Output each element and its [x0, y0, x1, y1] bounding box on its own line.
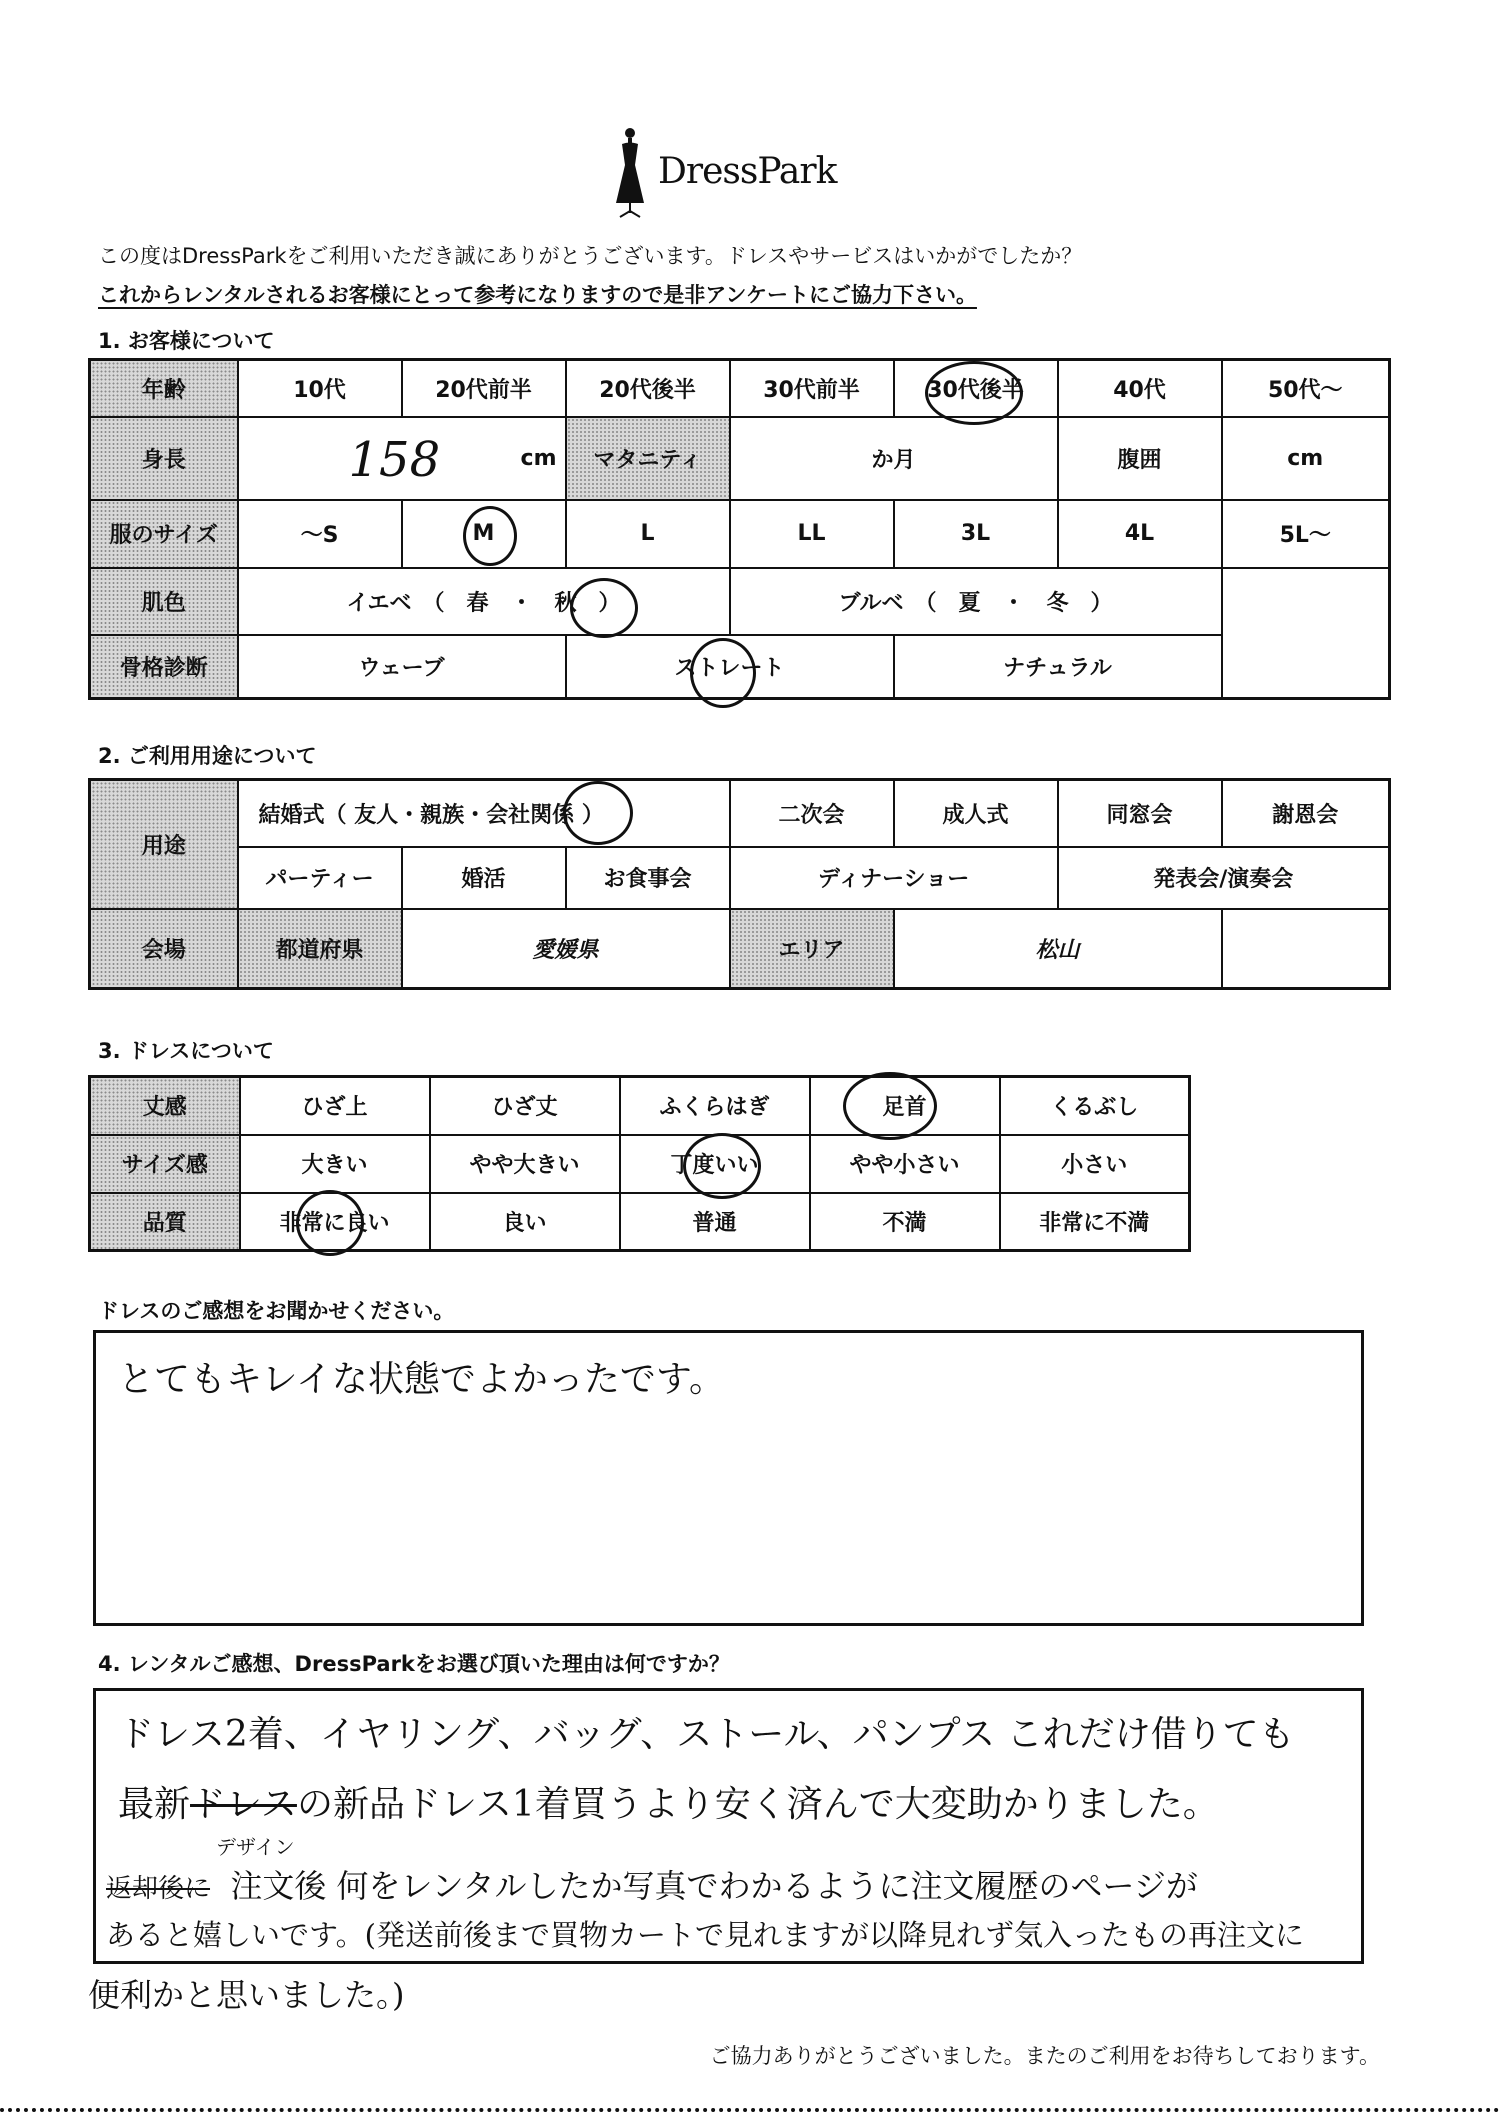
usage-row-2 — [90, 847, 1390, 909]
skeleton-option[interactable]: ウェーブ — [238, 635, 566, 699]
waist-label: 腹囲 — [1058, 417, 1222, 500]
size-option[interactable]: 5L～ — [1222, 500, 1390, 568]
impressions-box[interactable] — [93, 1330, 1364, 1626]
size-option-selected[interactable]: M — [402, 500, 566, 568]
skeleton-option[interactable]: ナチュラル — [894, 635, 1222, 699]
height-label: 身長 — [90, 417, 238, 500]
section3-title: 3. ドレスについて — [98, 1039, 274, 1063]
fit-option[interactable]: やや小さい — [810, 1135, 1000, 1193]
skeleton-option-selected[interactable]: ストレート — [566, 635, 894, 699]
length-option-selected[interactable]: 足首 — [810, 1077, 1000, 1135]
dress-row — [90, 1193, 1190, 1251]
reason-line-3 — [106, 1861, 1198, 1907]
reason-line-3-text: 注文後 何をレンタルしたか写真でわかるように注文履歴のページが — [230, 1867, 1198, 1905]
intro-line-1: この度はDressParkをご利用いただき誠にありがとうございます。ドレスやサービスはいかがでしたか？ — [98, 244, 1083, 268]
section1-title: 1. お客様について — [98, 329, 275, 353]
impressions-text: とてもキレイな状態でよかったです。 — [118, 1359, 725, 1400]
dress-table — [88, 1075, 1191, 1252]
skin-yellow-option[interactable]: イエベ （ 春 ・ 秋 ） — [238, 568, 730, 635]
age-option-selected[interactable]: 30代後半 — [894, 360, 1058, 417]
age-option[interactable]: 10代 — [238, 360, 402, 417]
usage-option[interactable]: ディナーショー — [730, 847, 1058, 909]
usage-table — [88, 778, 1391, 990]
reason-line-3-struck: 返却後に — [106, 1874, 211, 1904]
skeleton-row — [90, 635, 1390, 699]
waist-unit[interactable]: cm — [1222, 417, 1390, 500]
customer-table — [88, 358, 1391, 700]
skin-row — [90, 568, 1390, 635]
usage-option[interactable]: 二次会 — [730, 780, 894, 847]
maternity-months-field[interactable]: か月 — [730, 417, 1058, 500]
length-option[interactable]: ひざ丈 — [430, 1077, 620, 1135]
thanks-text: ご協力ありがとうございました。またのご利用をお待ちしております。 — [709, 2044, 1380, 2068]
brand-logo — [610, 125, 910, 220]
dress-row — [90, 1077, 1190, 1135]
size-option[interactable]: L — [566, 500, 730, 568]
usage-option[interactable]: 謝恩会 — [1222, 780, 1390, 847]
size-option[interactable]: 4L — [1058, 500, 1222, 568]
impressions-title: ドレスのご感想をお聞かせください。 — [98, 1299, 455, 1323]
prefecture-value[interactable]: 愛媛県 — [402, 909, 730, 989]
maternity-label: マタニティ — [566, 417, 730, 500]
fit-option-selected[interactable]: 丁度いい — [620, 1135, 810, 1193]
fit-option[interactable]: やや大きい — [430, 1135, 620, 1193]
reason-line-1: ドレス2着、イヤリング、バッグ、ストール、パンプス これだけ借りても — [118, 1714, 1295, 1755]
section4-title: 4. レンタルご感想、DressParkをお選び頂いた理由は何ですか？ — [98, 1652, 730, 1676]
size-label: 服のサイズ — [90, 500, 238, 568]
quality-option[interactable]: 良い — [430, 1193, 620, 1251]
length-option[interactable]: くるぶし — [1000, 1077, 1190, 1135]
length-option[interactable]: ひざ上 — [240, 1077, 430, 1135]
venue-label: 会場 — [90, 909, 238, 989]
usage-option[interactable]: 成人式 — [894, 780, 1058, 847]
fit-label: サイズ感 — [90, 1135, 240, 1193]
height-field[interactable] — [238, 417, 566, 500]
quality-option[interactable]: 不満 — [810, 1193, 1000, 1251]
fit-option[interactable]: 大きい — [240, 1135, 430, 1193]
age-option[interactable]: 20代前半 — [402, 360, 566, 417]
usage-option[interactable]: 同窓会 — [1058, 780, 1222, 847]
quality-label: 品質 — [90, 1193, 240, 1251]
dress-row — [90, 1135, 1190, 1193]
skeleton-label: 骨格診断 — [90, 635, 238, 699]
size-row — [90, 500, 1390, 568]
age-option[interactable]: 50代～ — [1222, 360, 1390, 417]
area-value[interactable]: 松山 — [894, 909, 1222, 989]
reason-insert: デザイン — [216, 1835, 295, 1859]
age-option[interactable]: 40代 — [1058, 360, 1222, 417]
quality-option-selected[interactable]: 非常に良い — [240, 1193, 430, 1251]
height-row — [90, 417, 1390, 500]
skin-blue-option[interactable]: ブルベ （ 夏 ・ 冬 ） — [730, 568, 1222, 635]
usage-option[interactable]: パーティー — [238, 847, 402, 909]
fit-option[interactable]: 小さい — [1000, 1135, 1190, 1193]
quality-option[interactable]: 非常に不満 — [1000, 1193, 1190, 1251]
area-label: エリア — [730, 909, 894, 989]
length-label: 丈感 — [90, 1077, 240, 1135]
usage-option[interactable]: 婚活 — [402, 847, 566, 909]
length-option[interactable]: ふくらはぎ — [620, 1077, 810, 1135]
dress-mannequin-icon — [610, 125, 650, 220]
size-option[interactable]: ～S — [238, 500, 402, 568]
reason-line-2 — [118, 1776, 1219, 1827]
page-divider — [0, 2108, 1500, 2112]
reason-line-2-start: 最新 — [118, 1784, 191, 1825]
usage-option[interactable]: お食事会 — [566, 847, 730, 909]
age-option[interactable]: 20代後半 — [566, 360, 730, 417]
skin-label: 肌色 — [90, 568, 238, 635]
reason-line-4: あると嬉しいです。(発送前後まで買物カートで見れますが以降見れず気入ったもの再注文に — [106, 1918, 1304, 1952]
purpose-label: 用途 — [90, 780, 238, 909]
size-option[interactable]: 3L — [894, 500, 1058, 568]
age-label: 年齢 — [90, 360, 238, 417]
section2-title: 2. ご利用用途について — [98, 744, 317, 768]
size-option[interactable]: LL — [730, 500, 894, 568]
reason-line-2-struck: ドレス — [190, 1784, 297, 1825]
brand-name: DressPark — [658, 151, 837, 192]
quality-option[interactable]: 普通 — [620, 1193, 810, 1251]
height-unit: cm — [520, 445, 557, 471]
age-option[interactable]: 30代前半 — [730, 360, 894, 417]
prefecture-label: 都道府県 — [238, 909, 402, 989]
height-value: 158 — [348, 431, 441, 488]
age-row — [90, 360, 1390, 417]
intro-line-2: これからレンタルされるお客様にとって参考になりますので是非アンケートにご協力下さい。 — [98, 283, 977, 307]
venue-row — [90, 909, 1390, 989]
usage-option[interactable]: 発表会/演奏会 — [1058, 847, 1390, 909]
reason-line-5: 便利かと思いました。) — [88, 1976, 405, 2014]
usage-row-1 — [90, 780, 1390, 847]
usage-option-wedding[interactable]: 結婚式（ 友人・親族・会社関係 ） — [238, 780, 730, 847]
reason-line-2-end: の新品ドレス1着買うより安く済んで大変助かりました。 — [296, 1784, 1219, 1825]
reason-box[interactable] — [93, 1688, 1364, 1964]
